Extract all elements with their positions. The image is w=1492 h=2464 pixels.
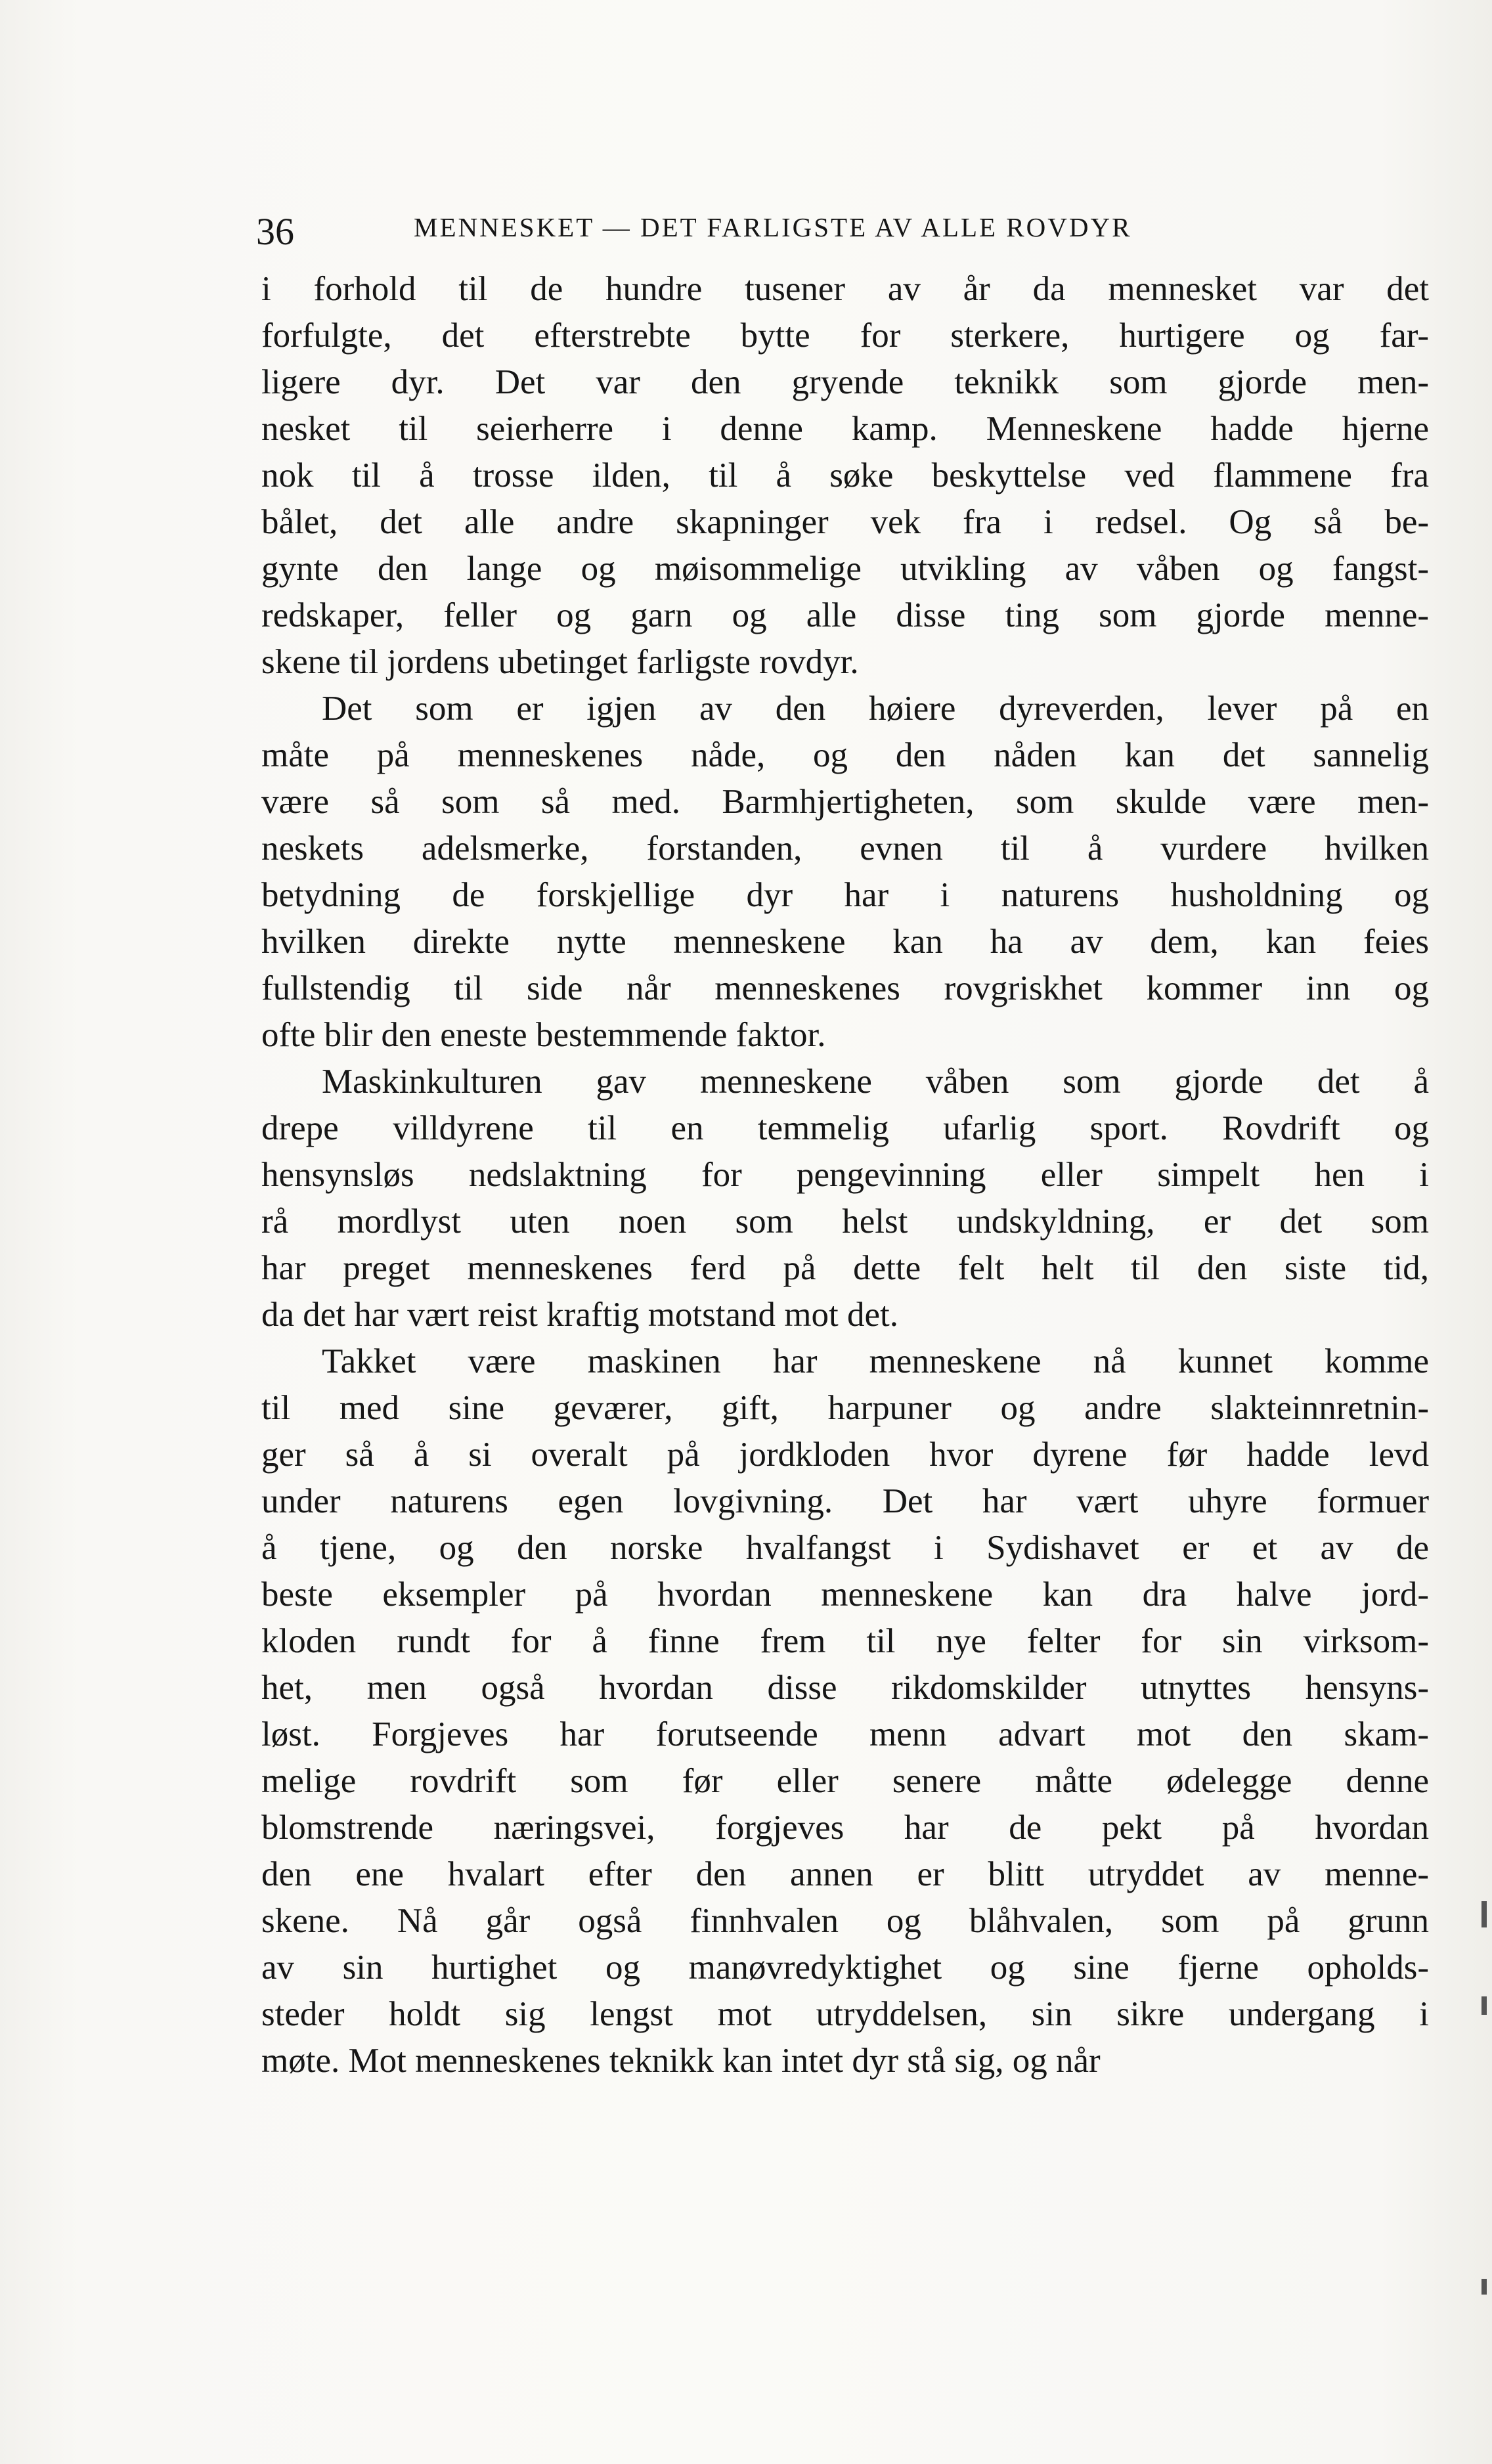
text-line: Maskinkulturen gav menneskene våben som gjorde det å <box>322 1063 1429 1101</box>
text-line: ger så å si overalt på jordkloden hvor dyrene før hadde levd <box>261 1436 1429 1474</box>
running-head: MENNESKET — DET FARLIGSTE AV ALLE ROVDYR <box>414 212 1132 242</box>
text-line: løst. Forgjeves har forutseende menn advart mot den skam- <box>261 1715 1429 1753</box>
text-line: gynte den lange og møisommelige utvikling av våben og fangst- <box>261 550 1429 588</box>
text-line: rå mordlyst uten noen som helst undskyldning, er det som <box>261 1202 1429 1241</box>
text-line: nesket til seierherre i denne kamp. Menneskene hadde hjerne <box>261 410 1429 448</box>
text-line: Takket være maskinen har menneskene nå kunnet komme <box>322 1342 1429 1380</box>
text-line: ligere dyr. Det var den gryende teknikk som gjorde men- <box>261 363 1429 401</box>
text-line: av sin hurtighet og manøvredyktighet og sine fjerne opholds- <box>261 1948 1429 1987</box>
text-line: måte på menneskenes nåde, og den nåden kan det sannelig <box>261 736 1429 774</box>
text-line: har preget menneskenes ferd på dette felt helt til den siste tid, <box>261 1249 1429 1287</box>
scan-edge-mark <box>1481 1901 1487 1927</box>
text-line: neskets adelsmerke, forstanden, evnen til å vurdere hvilken <box>261 829 1429 868</box>
paragraph <box>261 266 1429 686</box>
text-line: møte. Mot menneskenes teknikk kan intet dyr stå sig, og når <box>261 2042 1101 2080</box>
text-line: å tjene, og den norske hvalfangst i Sydishavet er et av de <box>261 1529 1429 1567</box>
text-line: skene. Nå går også finnhvalen og blåhvalen, som på grunn <box>261 1902 1429 1940</box>
text-line: skene til jordens ubetinget farligste rovdyr. <box>261 643 859 681</box>
text-line: kloden rundt for å finne frem til nye felter for sin virksom- <box>261 1622 1429 1660</box>
text-line: Det som er igjen av den høiere dyreverden, lever på en <box>322 690 1429 728</box>
text-line: til med sine geværer, gift, harpuner og andre slakteinnretnin- <box>261 1389 1429 1427</box>
text-line: melige rovdrift som før eller senere måtte ødelegge denne <box>261 1762 1429 1800</box>
text-line: i forhold til de hundre tusener av år da mennesket var det <box>261 270 1429 308</box>
text-line: nok til å trosse ilden, til å søke beskyttelse ved flammene fra <box>261 456 1429 495</box>
text-line: da det har vært reist kraftig motstand mot det. <box>261 1296 898 1334</box>
text-line: være så som så med. Barmhjertigheten, som skulde være men- <box>261 783 1429 821</box>
text-line: steder holdt sig lengst mot utryddelsen, sin sikre undergang i <box>261 1995 1429 2033</box>
text-line: hvilken direkte nytte menneskene kan ha av dem, kan feies <box>261 923 1429 961</box>
text-line: blomstrende næringsvei, forgjeves har de pekt på hvordan <box>261 1809 1429 1847</box>
text-line: hensynsløs nedslaktning for pengevinning eller simpelt hen i <box>261 1156 1429 1194</box>
paragraph <box>261 1338 1429 2084</box>
text-line: forfulgte, det efterstrebte bytte for sterkere, hurtigere og far- <box>261 317 1429 355</box>
scan-edge-mark <box>1481 1996 1487 2015</box>
scan-edge-mark <box>1481 2279 1487 2295</box>
text-line: beste eksempler på hvordan menneskene kan dra halve jord- <box>261 1575 1429 1614</box>
text-line: redskaper, feller og garn og alle disse ting som gjorde menne- <box>261 596 1429 634</box>
body-text <box>261 266 1429 2084</box>
text-line: betydning de forskjellige dyr har i naturens husholdning og <box>261 876 1429 914</box>
text-line: fullstendig til side når menneskenes rovgriskhet kommer inn og <box>261 969 1429 1007</box>
text-line: drepe villdyrene til en temmelig ufarlig sport. Rovdrift og <box>261 1109 1429 1147</box>
text-line: under naturens egen lovgivning. Det har vært uhyre formuer <box>261 1482 1429 1520</box>
paragraph <box>261 686 1429 1059</box>
text-line: het, men også hvordan disse rikdomskilder utnyttes hensyns- <box>261 1669 1429 1707</box>
text-line: bålet, det alle andre skapninger vek fra i redsel. Og så be- <box>261 503 1429 541</box>
page-number: 36 <box>256 210 294 253</box>
page-header <box>256 197 1254 256</box>
text-line: ofte blir den eneste bestemmende faktor. <box>261 1016 826 1054</box>
text-line: den ene hvalart efter den annen er blitt utryddet av menne- <box>261 1855 1429 1893</box>
paragraph <box>261 1059 1429 1338</box>
